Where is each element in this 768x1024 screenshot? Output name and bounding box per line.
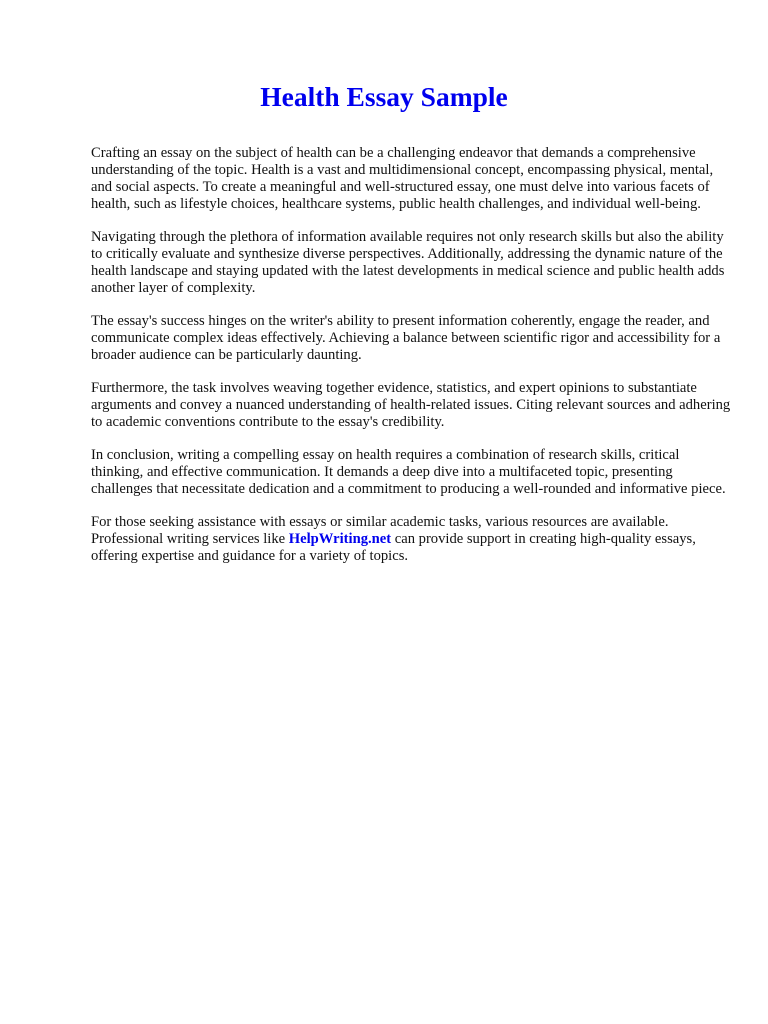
paragraph-4: Furthermore, the task involves weaving together evidence, statistics, and expert opinions to substantiate arguments and convey a nuanced understanding of health-related issues. Citing relevant sources and adhering to academic conventions contribute to the essay's credibility. xyxy=(91,380,731,430)
paragraph-5: In conclusion, writing a compelling essay on health requires a combination of research skills, critical thinking, and effective communication. It demands a deep dive into a multifaceted topic, presenting challenges that necessitate dedication and a commitment to producing a well-rounded and informative piece. xyxy=(91,447,726,497)
paragraph-3: The essay's success hinges on the writer's ability to present information coherently, engage the reader, and communicate complex ideas effectively. Achieving a balance between scientific rigor and accessibility for a broader audience can be particularly daunting. xyxy=(91,313,721,363)
closing-text-after-link: can provide support in creating high-quality essays, offering expertise and guidance for a variety of topics. xyxy=(91,531,696,564)
closing-paragraph xyxy=(91,514,731,565)
closing-text-before-link: For those seeking assistance with essays or similar academic tasks, various resources are available. Professional writing services like xyxy=(91,514,669,547)
helpwriting-link[interactable]: HelpWriting.net xyxy=(288,531,392,547)
paragraph-2: Navigating through the plethora of information available requires not only research skills but also the ability to critically evaluate and synthesize diverse perspectives. Additionally, addressing the dynamic nature of the health landscape and staying updated with the latest developments in medical science and public health adds another layer of complexity. xyxy=(91,229,725,296)
essay-body xyxy=(91,145,731,581)
paragraph-1: Crafting an essay on the subject of health can be a challenging endeavor that demands a comprehensive understanding of the topic. Health is a vast and multidimensional concept, encompassing physical, mental, and social aspects. To create a meaningful and well-structured essay, one must delve into various facets of health, such as lifestyle choices, healthcare systems, public health challenges, and individual well-being. xyxy=(91,145,714,212)
page-title: Health Essay Sample xyxy=(260,81,508,112)
